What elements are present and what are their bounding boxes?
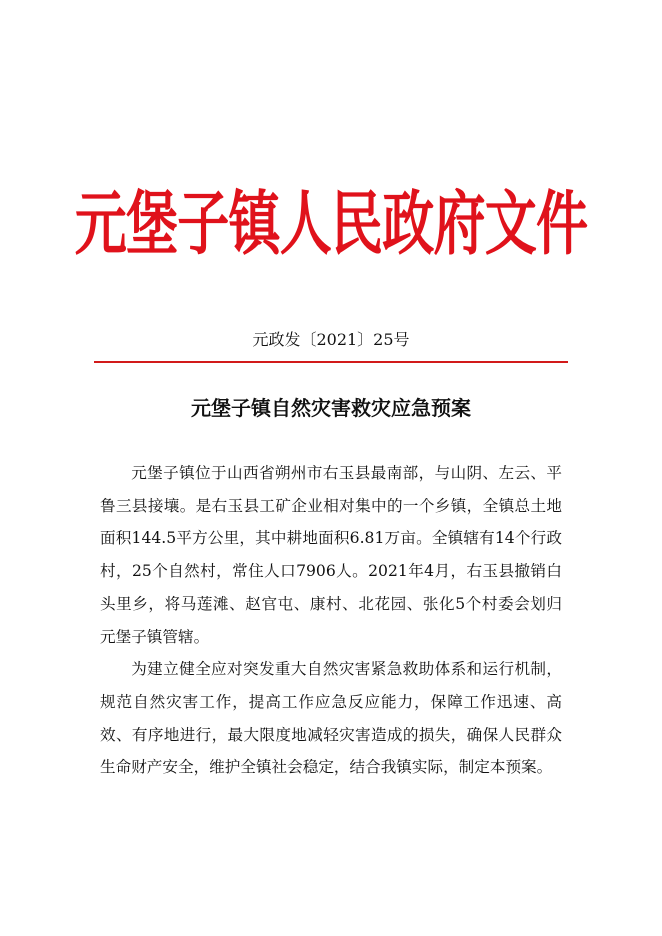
body-paragraph-1: 元堡子镇位于山西省朔州市右玉县最南部，与山阴、左云、平鲁三县接壤。是右玉县工矿企业相对集中的一个乡镇，全镇总土地面积144.5平方公里，其中耕地面积6.81万亩。全镇辖有14个行政村，25个自然村，常住人口7906人。2021年4月，右玉县撤销白头里乡，将马莲滩、赵官屯、康村、北花园、张化5个村委会划归元堡子镇管辖。 <box>100 464 562 646</box>
document-title: 元堡子镇自然灾害救灾应急预案 <box>191 396 471 420</box>
body-paragraph-2: 为建立健全应对突发重大自然灾害紧急救助体系和运行机制，规范自然灾害工作，提高工作应急反应能力，保障工作迅速、高效、有序地进行，最大限度地减轻灾害造成的损失，确保人民群众生命财产安全，维护全镇社会稳定，结合我镇实际，制定本预案。 <box>100 660 562 777</box>
document-number: 元政发〔2021〕25号 <box>252 330 410 349</box>
red-divider-line <box>94 361 568 363</box>
document-body <box>100 457 562 784</box>
masthead-title: 元堡子镇人民政府文件 <box>74 182 588 265</box>
